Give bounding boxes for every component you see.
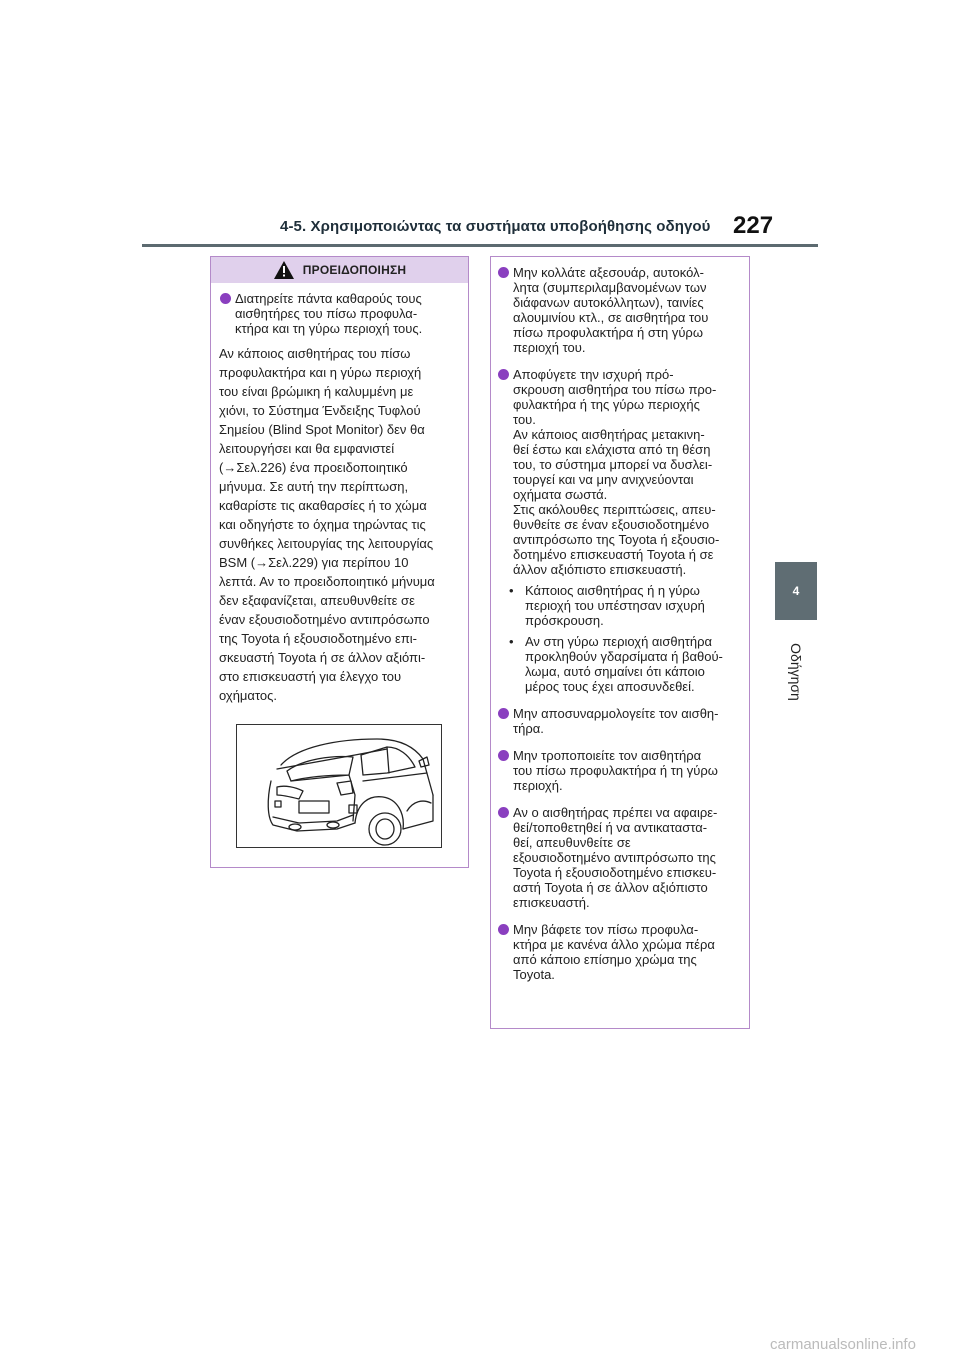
warning-title: ΠΡΟΕΙΔΟΠΟΙΗΣΗ	[302, 263, 407, 277]
text-line: προκληθούν γδαρσίματα ή βαθού-	[525, 649, 723, 664]
text-line: του, το σύστημα μπορεί να δυσλει-	[513, 457, 713, 472]
text-line: Αν ο αισθητήρας πρέπει να αφαιρε-	[513, 805, 718, 820]
text-line: χιόνι, το Σύστημα Ένδειξης Τυφλού	[219, 403, 421, 418]
chapter-tab: 4	[775, 562, 817, 620]
text-line: Μην βάφετε τον πίσω προφυλα-	[513, 922, 699, 937]
bullet-mark: •	[509, 634, 514, 649]
text-line: Αποφύγετε την ισχυρή πρό-	[513, 367, 674, 382]
warning-bullet-no-stickers	[497, 265, 741, 355]
text-line: Μην τροποποιείτε τον αισθητήρα	[513, 748, 702, 763]
car-rear-drawing	[237, 725, 441, 847]
text-line: συνθήκες λειτουργίας της λειτουργίας	[219, 536, 434, 551]
text-line: προφυλακτήρα και η γύρω περιοχή	[219, 365, 422, 380]
text-line: του πίσω προφυλακτήρα ή τη γύρω	[513, 763, 718, 778]
text-line: μήνυμα. Σε αυτή την περίπτωση,	[219, 479, 409, 494]
text-line: σκευαστή Toyota ή σε άλλον αξιόπι-	[219, 650, 426, 665]
text-line: λειτουργήσει και θα εμφανιστεί	[219, 441, 395, 456]
text-line: αλουμινίου κτλ., σε αισθητήρα του	[513, 310, 709, 325]
text-line: περιοχή.	[513, 778, 563, 793]
warning-box-right	[490, 256, 750, 1029]
warning-bullet-no-modification	[497, 748, 741, 793]
footer-watermark: carmanualsonline.info	[770, 1336, 916, 1353]
warning-triangle-icon	[273, 260, 295, 280]
text-line: Κάποιος αισθητήρας ή η γύρω	[525, 583, 700, 598]
text-line: εξουσιοδοτημένο αντιπρόσωπο της	[513, 850, 716, 865]
text-line: καθαρίστε τις ακαθαρσίες ή το χώμα	[219, 498, 427, 513]
text-line: Toyota ή εξουσιοδοτημένο επισκευ-	[513, 865, 717, 880]
text-line: του.	[513, 412, 536, 427]
text-line: Μην αποσυναρμολογείτε τον αισθη-	[513, 706, 719, 721]
bullet-dot-icon	[498, 807, 509, 818]
text-line: δοτημένο επισκευαστή Toyota ή σε	[513, 547, 714, 562]
text-line: οχήματα σωστά.	[513, 487, 608, 502]
text-line: Αν στη γύρω περιοχή αισθητήρα	[525, 634, 713, 649]
page-number: 227	[733, 212, 774, 239]
text-line: από κάποιο επίσημο χρώμα της	[513, 952, 697, 967]
text-line: τήρα.	[513, 721, 544, 736]
text-line: και οδηγήστε το όχημα τηρώντας τις	[219, 517, 426, 532]
text-line: μέρος τους έχει αποσυνδεθεί.	[525, 679, 695, 694]
text-line: οχήματος.	[219, 688, 277, 703]
text-line: Αν κάποιος αισθητήρας μετακινη-	[513, 427, 705, 442]
text-line: άλλον αξιόπιστο επισκευαστή.	[513, 562, 687, 577]
warning-header	[211, 257, 468, 283]
warning-bullet-avoid-impact	[497, 367, 741, 577]
bullet-dot-icon	[498, 369, 509, 380]
text-line: του είναι βρώμικη ή καλυμμένη με	[219, 384, 414, 399]
text-line: τουργεί και να μην ανιχνεύονται	[513, 472, 694, 487]
text-line: δεν εξαφανίζεται, απευθυνθείτε σε	[219, 593, 415, 608]
bullet-dot-icon	[498, 924, 509, 935]
header-title: 4-5. Χρησιμοποιώντας τα συστήματα υποβοήθησης οδηγού	[280, 218, 711, 235]
text-line: λεπτά. Αν το προειδοποιητικό μήνυμα	[219, 574, 435, 589]
text-line: της Toyota ή εξουσιοδοτημένο επι-	[219, 631, 418, 646]
text-line: έναν εξουσιοδοτημένο αντιπρόσωπο	[219, 612, 430, 627]
text-line: Στις ακόλουθες περιπτώσεις, απευ-	[513, 502, 716, 517]
text-line: θεί, απευθυνθείτε σε	[513, 835, 631, 850]
warning-paragraph	[219, 344, 458, 705]
bullet-dot-icon	[498, 750, 509, 761]
text-line: αισθητήρες του πίσω προφυλα-	[235, 306, 418, 321]
sub-bullet-scratches	[497, 634, 741, 694]
text-line: Μην κολλάτε αξεσουάρ, αυτοκόλ-	[513, 265, 704, 280]
bullet-dot-icon	[220, 293, 231, 304]
warning-bullet-no-disassembly	[497, 706, 741, 736]
warning-bullet-clean-sensors	[219, 291, 458, 336]
text-line: πίσω προφυλακτήρα ή στη γύρω	[513, 325, 703, 340]
text-line: αντιπρόσωπο της Toyota ή εξουσιο-	[513, 532, 720, 547]
text-line: σκρουση αισθητήρα του πίσω προ-	[513, 382, 717, 397]
text-line: αστή Toyota ή σε άλλον αξιόπιστο	[513, 880, 708, 895]
text-line: λωμα, αυτό σημαίνει ότι κάποιο	[525, 664, 705, 679]
text-line: Σημείου (Blind Spot Monitor) δεν θα	[219, 422, 425, 437]
header-rule	[142, 244, 818, 247]
text-line: φυλακτήρα ή της γύρω περιοχής	[513, 397, 700, 412]
text-line: λητα (συμπεριλαμβανομένων των	[513, 280, 707, 295]
bullet-dot-icon	[498, 708, 509, 719]
text-line: θεί έστω και ελάχιστα από τη θέση	[513, 442, 711, 457]
warning-bullet-no-paint	[497, 922, 741, 982]
text-line: Toyota.	[513, 967, 555, 982]
text-line: θυνθείτε σε έναν εξουσιοδοτημένο	[513, 517, 710, 532]
sub-bullet-impact	[497, 583, 741, 628]
car-rear-illustration	[236, 724, 442, 848]
text-line: στο επισκευαστή για έλεγχο του	[219, 669, 402, 684]
text-line: κτήρα και τη γύρω περιοχή τους.	[235, 321, 423, 336]
text-line: κτήρα με κανένα άλλο χρώμα πέρα	[513, 937, 715, 952]
chapter-label: Οδήγηση	[788, 643, 804, 701]
text-line: περιοχή του υπέστησαν ισχυρή	[525, 598, 705, 613]
warning-bullet-replacement	[497, 805, 741, 910]
text-line: BSM (→Σελ.229) για περίπου 10	[219, 555, 409, 570]
text-line: περιοχή του.	[513, 340, 586, 355]
text-line: θεί/τοποθετηθεί ή να αντικαταστα-	[513, 820, 708, 835]
bullet-mark: •	[509, 583, 514, 598]
text-line: διάφανων αυτοκόλλητων), ταινίες	[513, 295, 704, 310]
text-line: Διατηρείτε πάντα καθαρούς τους	[235, 291, 422, 306]
text-line: πρόσκρουση.	[525, 613, 604, 628]
text-line: επισκευαστή.	[513, 895, 590, 910]
bullet-dot-icon	[498, 267, 509, 278]
text-line: Αν κάποιος αισθητήρας του πίσω	[219, 346, 411, 361]
text-line: (→Σελ.226) ένα προειδοποιητικό	[219, 460, 408, 475]
